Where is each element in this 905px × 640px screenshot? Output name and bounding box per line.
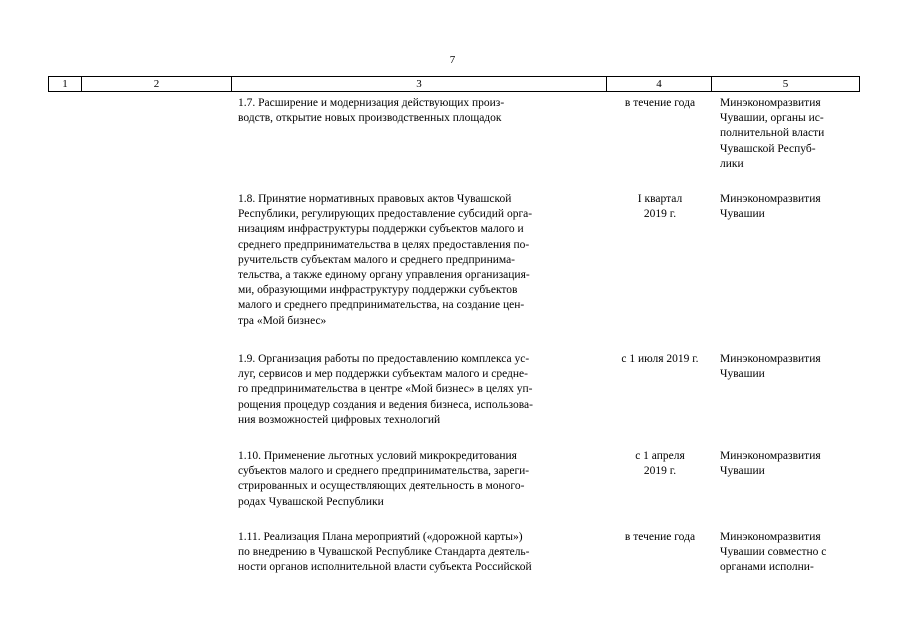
responsible-text: Минэкономразвития Чувашии совместно с органами исполни- — [720, 531, 827, 574]
term-text: в течение года — [624, 531, 696, 543]
column-header-4: 4 — [607, 77, 712, 91]
responsible-text: Минэкономразвития Чувашии — [720, 193, 821, 221]
responsible-text: Минэкономразвития Чувашии — [720, 450, 821, 478]
term-text: с 1 июля 2019 г. — [621, 353, 699, 365]
responsible-text: Минэкономразвития Чувашии, органы ис- полнительной власти Чувашской Респуб- лики — [720, 97, 825, 170]
measure-text: 1.7. Расширение и модернизация действующих произ- водств, открытие новых производственных площадок — [238, 97, 505, 125]
column-header-5: 5 — [712, 77, 860, 91]
column-header-1: 1 — [49, 77, 82, 91]
column-header-3: 3 — [232, 77, 607, 91]
measure-text: 1.10. Применение льготных условий микрокредитования субъектов малого и среднего предпринимательства, зареги- стрированных и осуществляющих деятельность в моного- родах Чувашской Республики — [238, 450, 530, 508]
column-header-2: 2 — [82, 77, 232, 91]
term-text: в течение года — [624, 97, 696, 109]
measure-text: 1.8. Принятие нормативных правовых актов Чувашской Республики, регулирующих предоставление субсидий орга- низациям инфраструктуры поддержки субъектов малого и среднего предпринимательства в целях предоставления по- ручительств субъектам малого и среднего предпринима- тельства, а также единому органу управления организация- ми, образующими инфраструктуру поддержки субъектов малого и среднего предпринимательства, на создание цен- тра «Мой бизнес» — [238, 193, 533, 327]
table-header — [48, 76, 860, 92]
term-text: I квартал 2019 г. — [637, 193, 683, 221]
page-number: 7 — [449, 54, 456, 66]
measure-text: 1.9. Организация работы по предоставлению комплекса ус- луг, сервисов и мер поддержки субъектам малого и средне- го предпринимательства в центре «Мой бизнес» в целях уп- рощения процедур создания и ведения бизнеса, использова- ния возможностей цифровых технологий — [238, 353, 533, 426]
responsible-text: Минэкономразвития Чувашии — [720, 353, 821, 381]
term-text: с 1 апреля 2019 г. — [635, 450, 685, 478]
measure-text: 1.11. Реализация Плана мероприятий («дорожной карты») по внедрению в Чувашской Республике Стандарта деятель- ности органов исполнительной власти субъекта Российской — [238, 531, 532, 574]
